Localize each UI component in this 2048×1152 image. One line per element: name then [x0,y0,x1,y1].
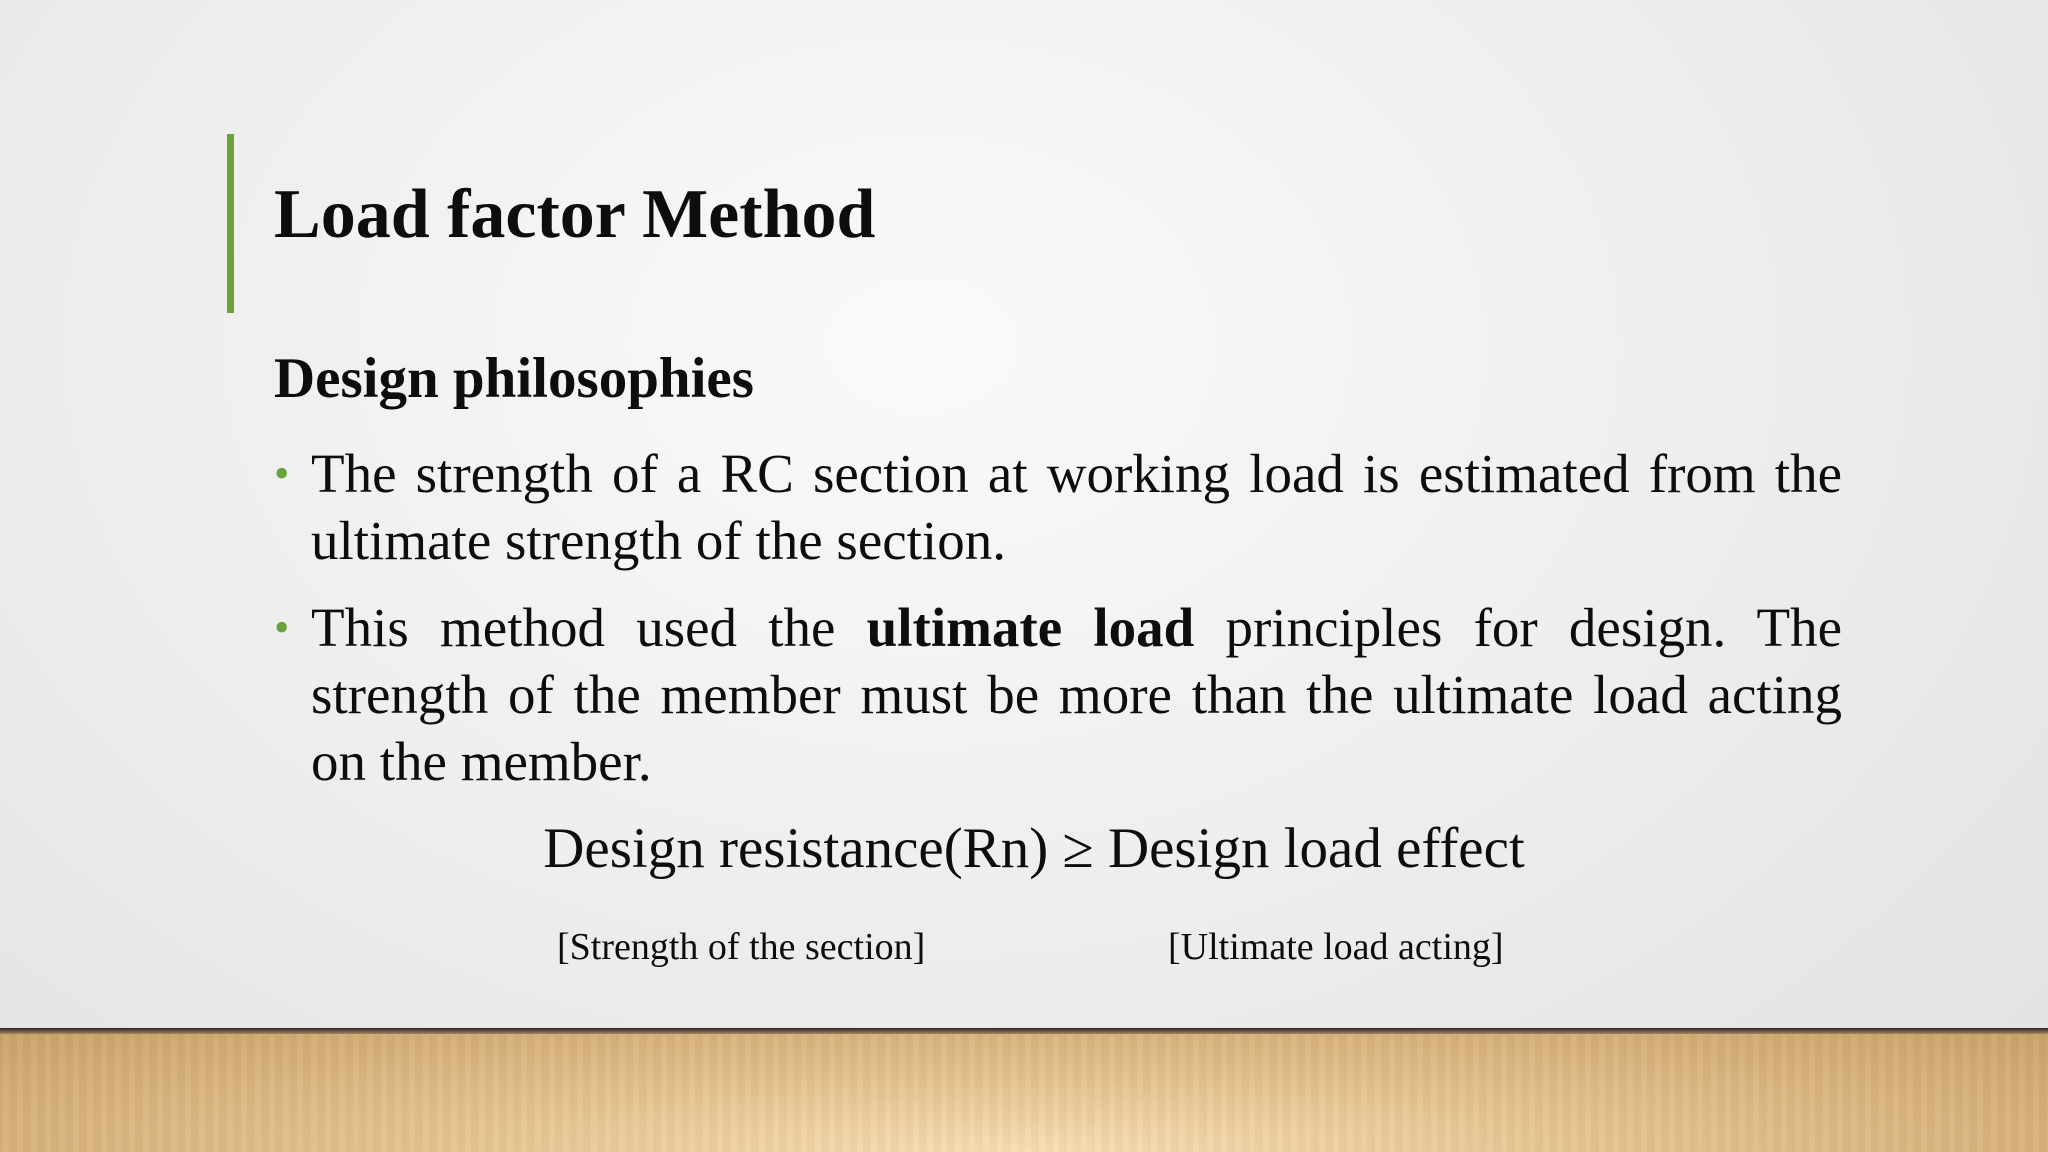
slide-title: Load factor Method [274,176,876,253]
bullet-text: The strength of a RC section at working load is estimated from the ultimate strength of the section. [311,443,1842,571]
bullet-icon: • [274,603,290,652]
bullet-list [272,440,1842,815]
floor-edge [0,1028,2048,1034]
formula-note-left: [Strength of the section] [557,926,926,968]
bullet-item [272,594,1842,795]
bullet-item [272,440,1842,574]
slide-subtitle: Design philosophies [274,347,754,410]
wood-floor-background [0,1030,2048,1152]
bullet-text: This method used the [311,597,867,658]
formula-note-right: [Ultimate load acting] [1168,926,1504,968]
bullet-icon: • [274,449,290,498]
design-formula: Design resistance(Rn) ≥ Design load effect [543,817,1525,880]
title-accent-bar [227,134,234,313]
bullet-bold-text: ultimate load [866,597,1195,658]
bullet-text: principles for design. The strength of the member must be more than the ultimate load acting on the member. [311,597,1842,792]
